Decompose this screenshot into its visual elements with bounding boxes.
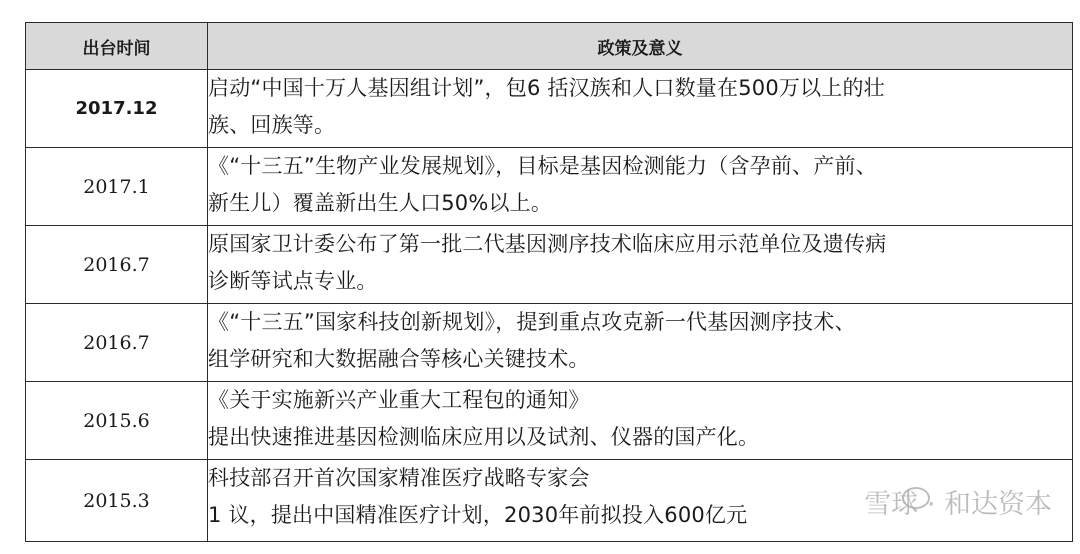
policy-line: 《“十三五”生物产业发展规划》，目标是基因检测能力（含孕前、产前、 <box>208 154 877 178</box>
policy-line: 原国家卫计委公布了第一批二代基因测序技术临床应用示范单位及遗传病 <box>208 232 887 256</box>
row-date: 2016.7 <box>26 304 208 382</box>
table-row <box>26 148 1073 226</box>
row-date: 2017.1 <box>26 148 208 226</box>
policy-line: 《“十三五”国家科技创新规划》，提到重点攻克新一代基因测序技术、 <box>208 310 856 334</box>
policy-line: 新生儿）覆盖新出生人口50%以上。 <box>208 191 553 215</box>
table-row <box>26 226 1073 304</box>
header-policy: 政策及意义 <box>208 23 1073 70</box>
row-policy <box>208 304 1073 382</box>
header-row <box>26 23 1073 70</box>
row-date: 2017.12 <box>26 70 208 148</box>
row-policy <box>208 382 1073 460</box>
watermark: 雪球 · 和达资本 <box>864 489 1052 520</box>
table-row <box>26 382 1073 460</box>
policy-table <box>25 22 1073 542</box>
row-policy <box>208 226 1073 304</box>
row-date: 2015.6 <box>26 382 208 460</box>
policy-line: 提出快速推进基因检测临床应用以及试剂、仪器的国产化。 <box>208 425 760 449</box>
row-date: 2015.3 <box>26 460 208 542</box>
policy-line: 族、回族等。 <box>208 113 336 137</box>
policy-line: 1 议，提出中国精准医疗计划，2030年前拟投入600亿元 <box>208 503 748 527</box>
row-policy <box>208 148 1073 226</box>
table-row <box>26 70 1073 148</box>
header-date: 出台时间 <box>26 23 208 70</box>
policy-line: 诊断等试点专业。 <box>208 269 378 293</box>
policy-line: 组学研究和大数据融合等核心关键技术。 <box>208 347 590 371</box>
row-date: 2016.7 <box>26 226 208 304</box>
table-row <box>26 304 1073 382</box>
policy-line: 科技部召开首次国家精准医疗战略专家会 <box>208 466 590 490</box>
policy-line: 启动“中国十万人基因组计划”，包6 括汉族和人口数量在500万以上的壮 <box>208 76 885 100</box>
row-policy <box>208 70 1073 148</box>
policy-line: 《关于实施新兴产业重大工程包的通知》 <box>208 388 590 412</box>
